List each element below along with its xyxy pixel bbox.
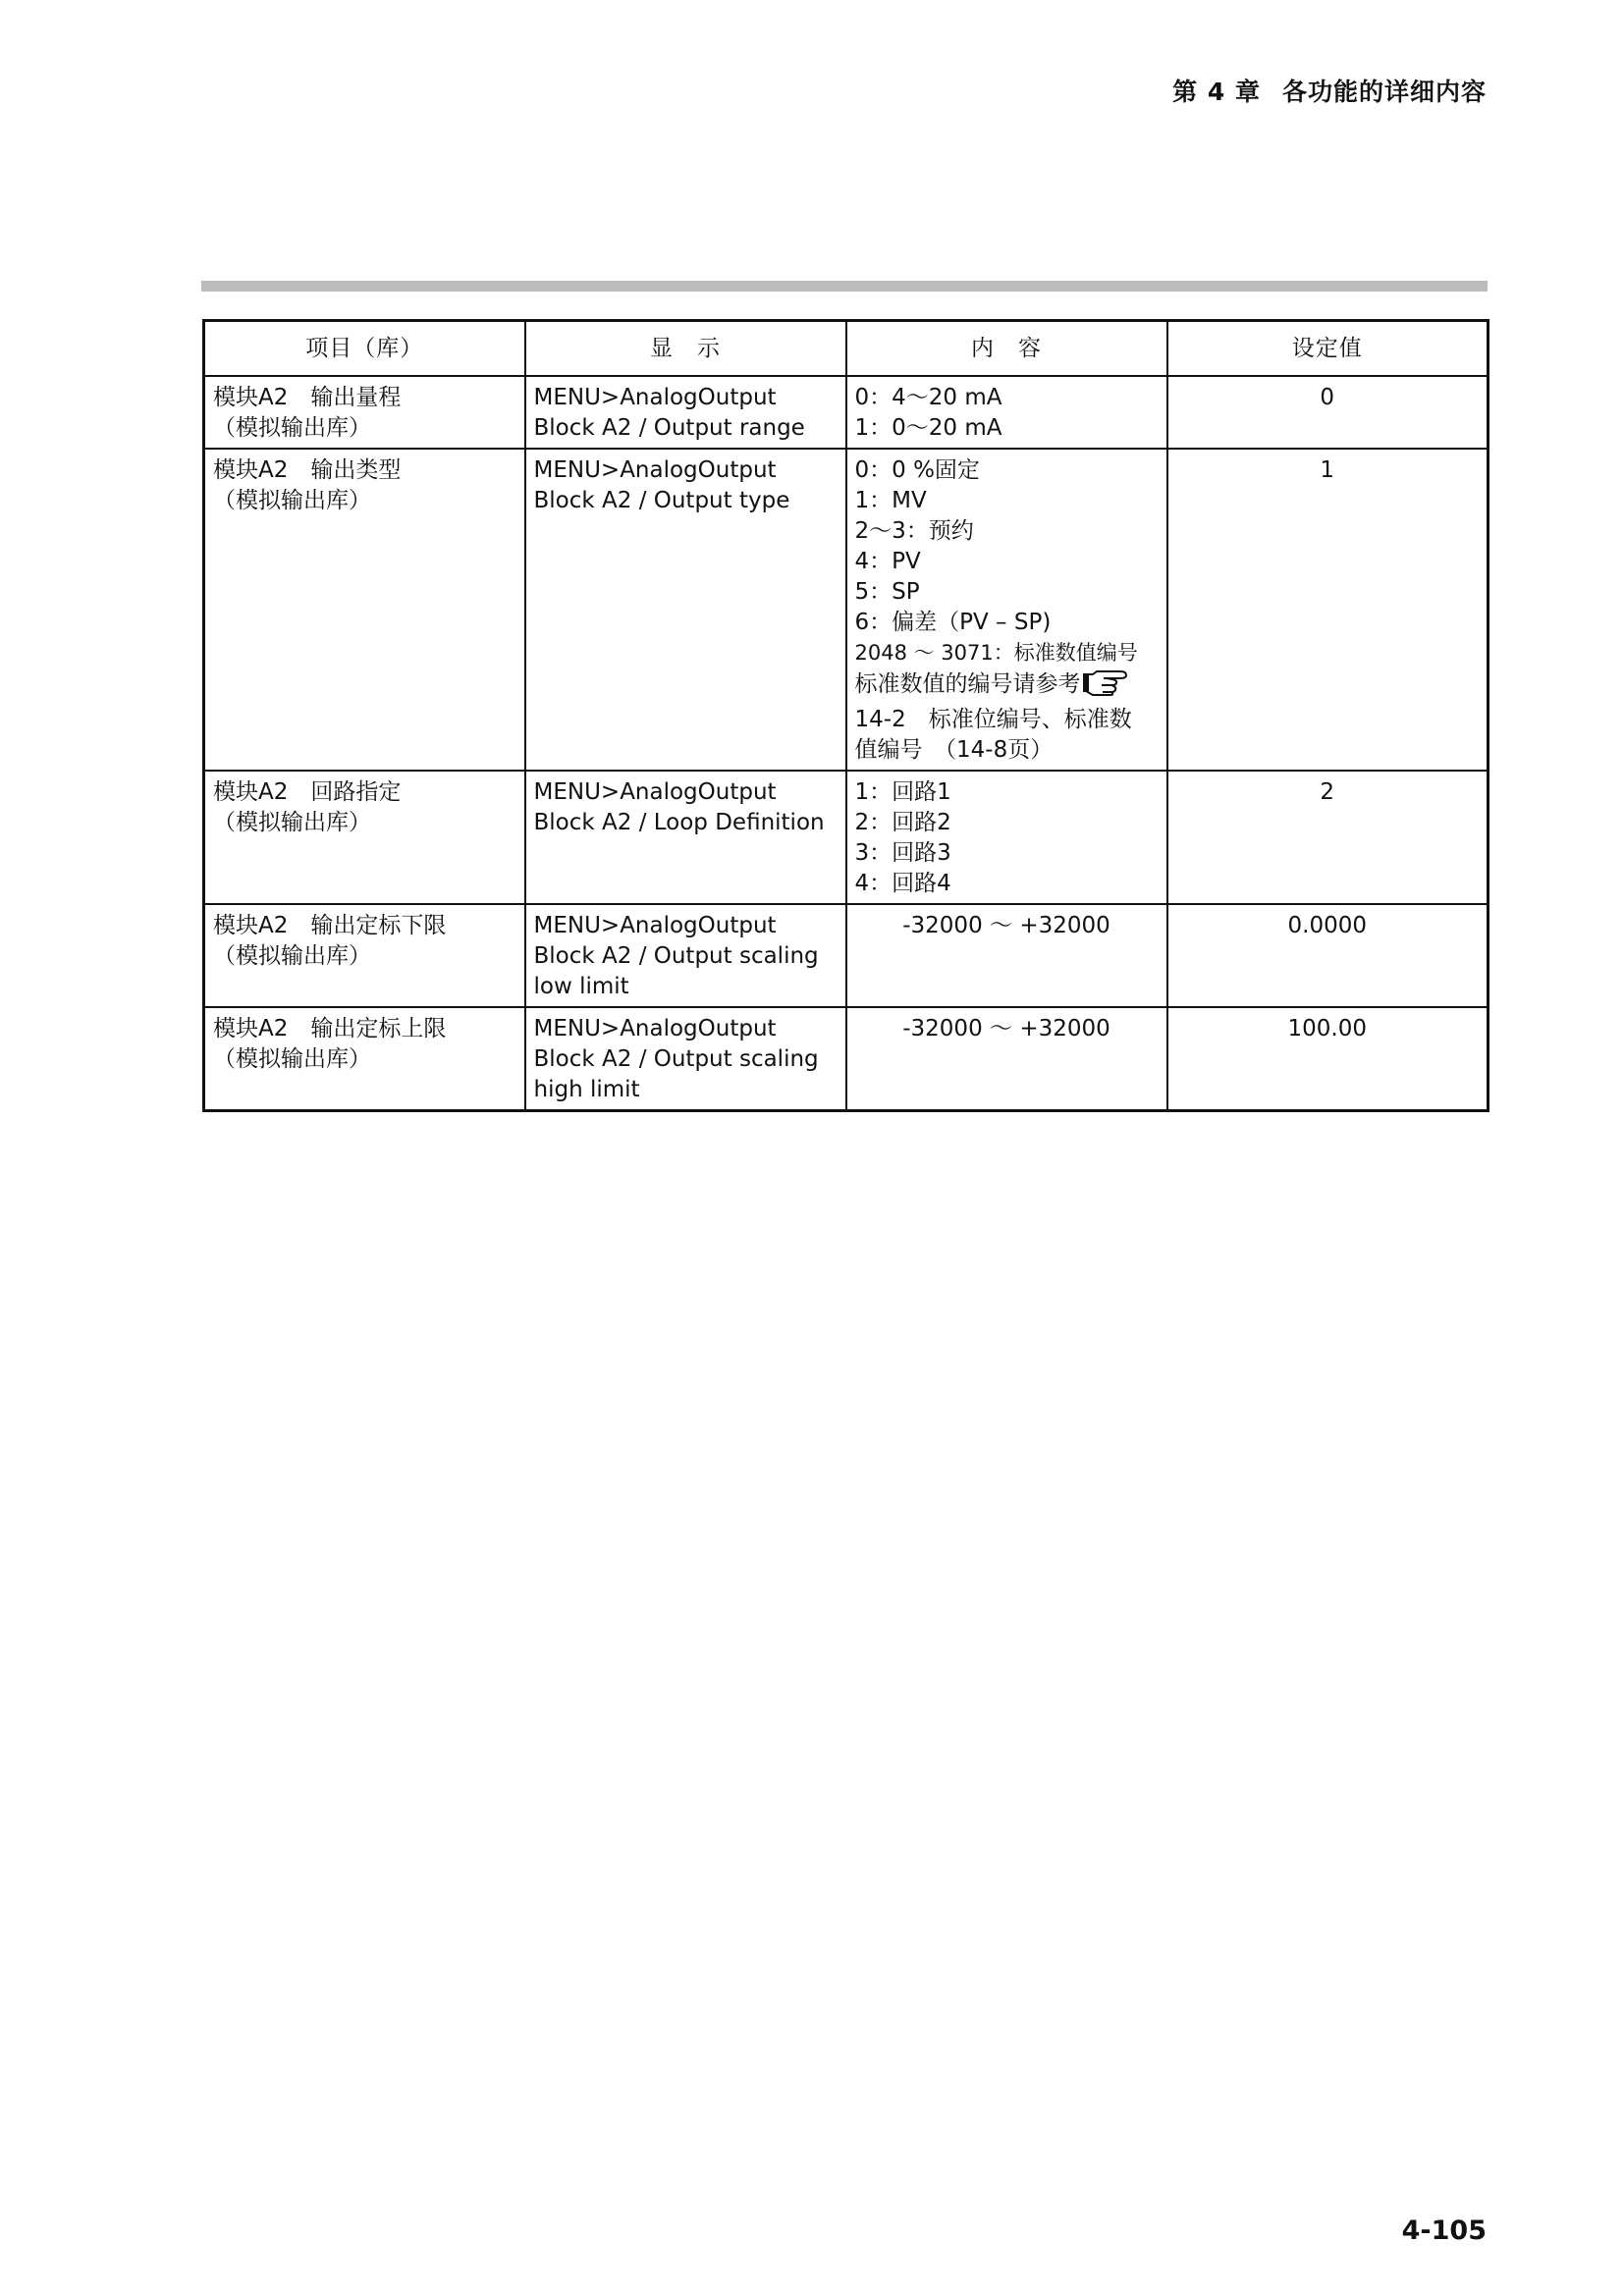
item-name: 模块A2 输出定标上限 bbox=[213, 1016, 447, 1041]
content-cell bbox=[846, 771, 1167, 904]
chapter-header bbox=[1172, 73, 1487, 108]
chapter-number: 第 4 章 bbox=[1172, 78, 1261, 106]
page-number: 4-105 bbox=[1401, 2216, 1487, 2246]
display-path: MENU>AnalogOutput bbox=[533, 913, 777, 938]
content-option: 4：PV bbox=[854, 549, 921, 574]
item-name: 模块A2 输出定标下限 bbox=[213, 913, 447, 938]
display-path: MENU>AnalogOutput bbox=[533, 457, 777, 483]
item-bank: （模拟输出库） bbox=[213, 1046, 371, 1072]
item-bank: （模拟输出库） bbox=[213, 415, 371, 441]
content-cell bbox=[846, 904, 1167, 1007]
content-option: 1：0～20 mA bbox=[854, 415, 1002, 441]
content-cell bbox=[846, 449, 1167, 771]
content-option: 6：偏差（PV – SP) bbox=[854, 610, 1052, 635]
setting-cell: 0.0000 bbox=[1167, 904, 1489, 1007]
setting-cell: 2 bbox=[1167, 771, 1489, 904]
content-option: 2～3：预约 bbox=[854, 518, 974, 544]
content-option: 1：回路1 bbox=[854, 779, 951, 805]
content-option: 1：MV bbox=[854, 488, 927, 513]
content-option: 0：4～20 mA bbox=[854, 385, 1002, 410]
chapter-title: 各功能的详细内容 bbox=[1281, 78, 1487, 106]
content-reference-page: 值编号 （14-8页） bbox=[854, 737, 1054, 763]
content-option: 3：回路3 bbox=[854, 840, 951, 866]
display-path: Block A2 / Output range bbox=[533, 415, 805, 441]
setting-cell: 1 bbox=[1167, 449, 1489, 771]
content-reference bbox=[855, 668, 1159, 705]
item-name: 模块A2 输出类型 bbox=[213, 457, 402, 483]
display-cell bbox=[525, 904, 846, 1007]
display-path: low limit bbox=[533, 974, 629, 999]
setting-cell: 100.00 bbox=[1167, 1007, 1489, 1111]
content-option: 2：回路2 bbox=[854, 810, 951, 835]
content-range: -32000 ～ +32000 bbox=[902, 1016, 1110, 1041]
item-bank: （模拟输出库） bbox=[213, 488, 371, 513]
item-cell bbox=[204, 449, 525, 771]
item-bank: （模拟输出库） bbox=[213, 943, 371, 969]
content-reference-section: 14-2 标准位编号、标准数 bbox=[854, 707, 1132, 732]
column-header-item: 项目（库） bbox=[204, 321, 525, 377]
parameter-table bbox=[202, 319, 1489, 1112]
column-header-display: 显 示 bbox=[525, 321, 846, 377]
display-cell bbox=[525, 771, 846, 904]
display-path: MENU>AnalogOutput bbox=[533, 779, 777, 805]
table-row bbox=[204, 1007, 1489, 1111]
content-cell bbox=[846, 376, 1167, 449]
item-name: 模块A2 回路指定 bbox=[213, 779, 402, 805]
table-header-row bbox=[204, 321, 1489, 377]
item-name: 模块A2 输出量程 bbox=[213, 385, 402, 410]
table-row bbox=[204, 904, 1489, 1007]
reference-text: 标准数值的编号请参考 bbox=[854, 671, 1081, 697]
setting-cell: 0 bbox=[1167, 376, 1489, 449]
column-header-content: 内 容 bbox=[846, 321, 1167, 377]
table-row bbox=[204, 449, 1489, 771]
content-option: 4：回路4 bbox=[854, 871, 951, 896]
content-option: 2048 ～ 3071：标准数值编号 bbox=[854, 641, 1138, 665]
content-range: -32000 ～ +32000 bbox=[902, 913, 1110, 938]
display-path: Block A2 / Output scaling bbox=[533, 1046, 819, 1072]
table-row bbox=[204, 771, 1489, 904]
display-path: Block A2 / Output type bbox=[533, 488, 790, 513]
display-path: MENU>AnalogOutput bbox=[533, 385, 777, 410]
pointing-hand-icon bbox=[1083, 668, 1128, 705]
display-cell bbox=[525, 376, 846, 449]
section-divider bbox=[201, 281, 1488, 292]
column-header-setting: 设定值 bbox=[1167, 321, 1489, 377]
content-cell bbox=[846, 1007, 1167, 1111]
content-option: 5：SP bbox=[854, 579, 920, 605]
item-cell bbox=[204, 904, 525, 1007]
item-cell bbox=[204, 376, 525, 449]
table-row bbox=[204, 376, 1489, 449]
item-cell bbox=[204, 771, 525, 904]
content-option: 0：0 %固定 bbox=[854, 457, 980, 483]
display-cell bbox=[525, 449, 846, 771]
display-cell bbox=[525, 1007, 846, 1111]
item-bank: （模拟输出库） bbox=[213, 810, 371, 835]
item-cell bbox=[204, 1007, 525, 1111]
display-path: Block A2 / Output scaling bbox=[533, 943, 819, 969]
display-path: MENU>AnalogOutput bbox=[533, 1016, 777, 1041]
display-path: Block A2 / Loop Definition bbox=[533, 810, 825, 835]
display-path: high limit bbox=[533, 1077, 640, 1102]
